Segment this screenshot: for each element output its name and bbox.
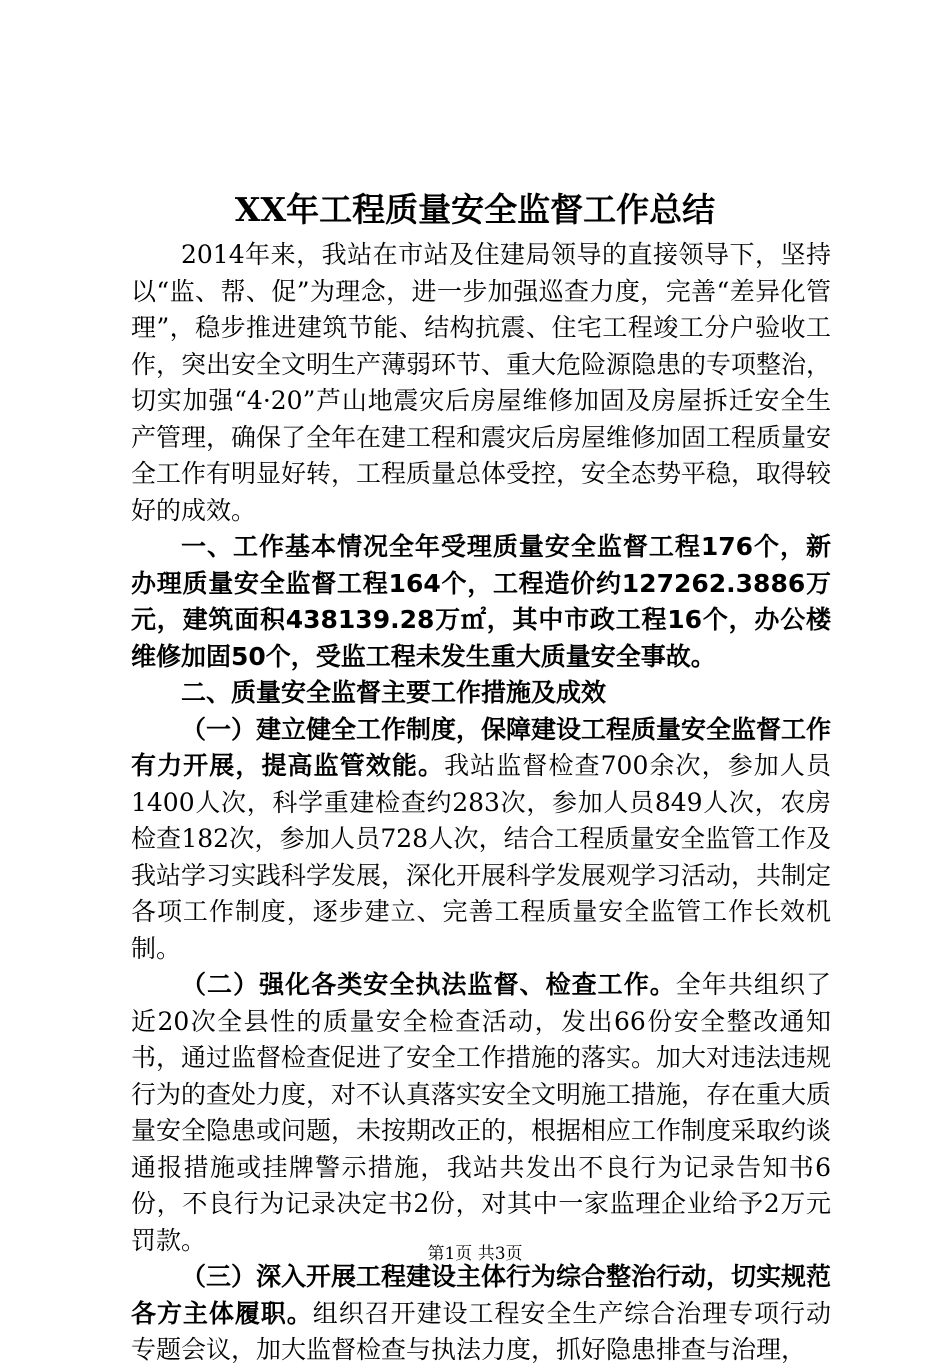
document-body (131, 237, 831, 1369)
paragraph-subsection-3 (131, 1259, 831, 1369)
subsection-1-heading: （一）建立健全工作制度，保障建设工程质量安全监督工作有力开展，提高监管效能。 (131, 714, 832, 780)
subsection-2-body: 全年共组织了近20次全县性的质量安全检查活动，发出66份安全整改通知书，通过监督检查促进了安全工作措施的落实。加大对违法违规行为的查处力度，对不认真落实安全文明施工措施，存在重大质量安全隐患或问题，未按期改正的，根据相应工作制度采取约谈通报措施或挂牌警示措施，我站共发出不良行为记录告知书6份，不良行为记录决定书2份，对其中一家监理企业给予2万元罚款。 (131, 970, 832, 1255)
subsection-2-heading: （二）强化各类安全执法监督、检查工作。 (181, 970, 676, 999)
subsection-3-heading: （三）深入开展工程建设主体行为综合整治行动，切实规范各方主体履职。 (131, 1262, 832, 1328)
subsection-1-body: 我站监督检查700余次，参加人员1400人次，科学重建检查约283次，参加人员849人次，农房检查182次，参加人员728人次，结合工程质量安全监管工作及我站学习实践科学发展，深化开展科学发展观学习活动，共制定各项工作制度，逐步建立、完善工程质量安全监管工作长效机制。 (131, 751, 832, 963)
paragraph-section-1: 一、工作基本情况全年受理质量安全监督工程176个，新办理质量安全监督工程164个，工程造价约127262.3886万元，建筑面积438139.28万㎡，其中市政工程16个，办公楼维修加固50个，受监工程未发生重大质量安全事故。 (131, 532, 831, 671)
paragraph-subsection-1 (131, 712, 831, 968)
paragraph-subsection-2 (131, 967, 831, 1259)
page-footer: 第1页 共3页 (427, 1244, 523, 1264)
paragraph-intro: 2014年来，我站在市站及住建局领导的直接领导下，坚持以“监、帮、促”为理念，进一步加强巡查力度，完善“差异化管理”，稳步推进建筑节能、结构抗震、住宅工程竣工分户验收工作，突出安全文明生产薄弱环节、重大危险源隐患的专项整治，切实加强“4·20”芦山地震灾后房屋维修加固及房屋拆迁安全生产管理，确保了全年在建工程和震灾后房屋维修加固工程质量安全工作有明显好转，工程质量总体受控，安全态势平稳，取得较好的成效。 (131, 240, 832, 525)
subsection-3-body: 组织召开建设工程安全生产综合治理专项行动专题会议，加大监督检查与执法力度，抓好隐患排查与治理， (131, 1298, 831, 1364)
document-title: XX年工程质量安全监督工作总结 (234, 190, 716, 229)
section-heading-2: 二、质量安全监督主要工作措施及成效 (181, 678, 607, 707)
